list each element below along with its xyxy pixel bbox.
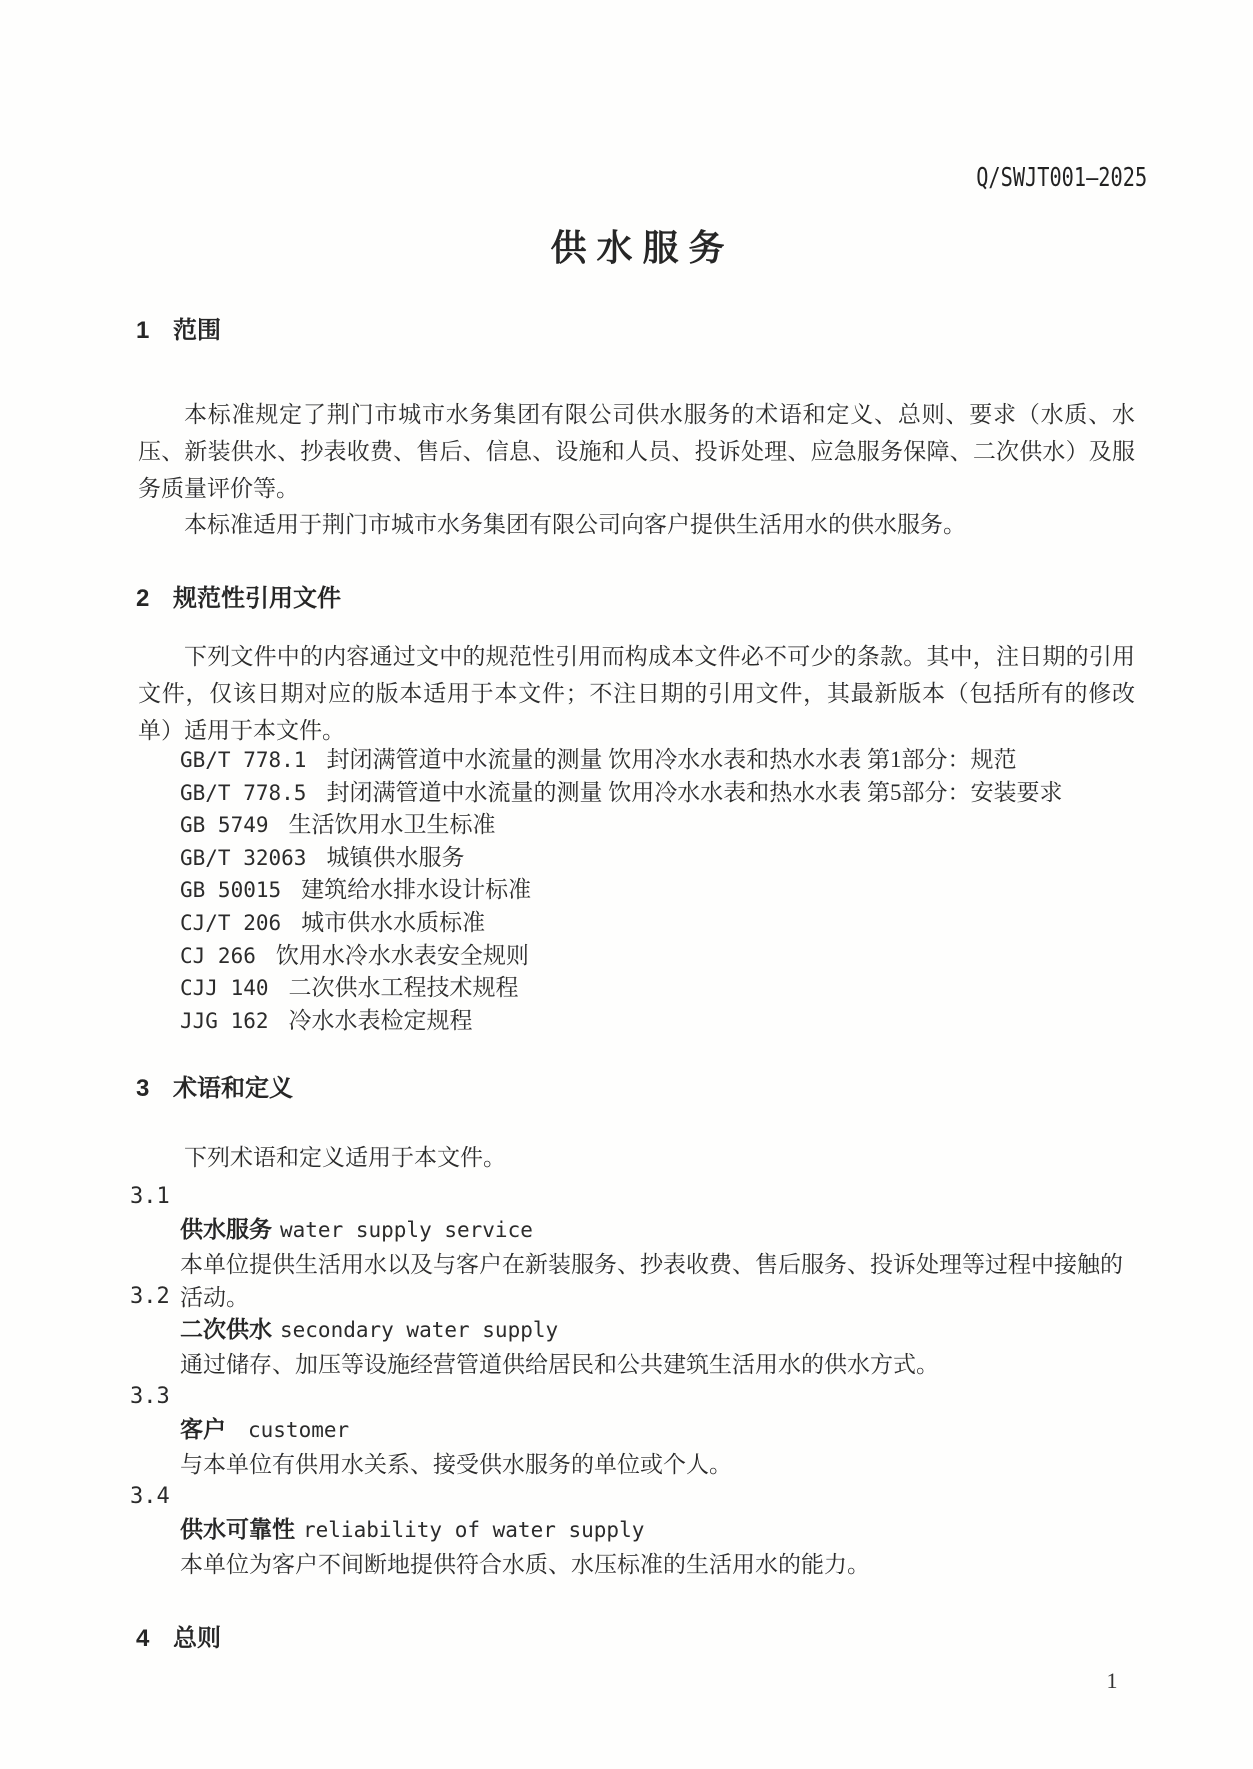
reference-item bbox=[180, 777, 1062, 810]
section-1-paragraph-1: 本标准规定了荆门市城市水务集团有限公司供水服务的术语和定义、总则、要求（水质、水压、新装供水、抄表收费、售后、信息、设施和人员、投诉处理、应急服务保障、二次供水）及服务质量评价等。 bbox=[138, 402, 1135, 501]
section-2-number: 2 bbox=[136, 585, 150, 612]
doc-title: 供水服务 bbox=[550, 227, 735, 268]
term-name-en: customer bbox=[248, 1418, 350, 1443]
section-1-heading bbox=[136, 310, 221, 345]
reference-item bbox=[180, 809, 1062, 842]
reference-item bbox=[180, 1005, 1062, 1038]
reference-title: 城市供水水质标准 bbox=[301, 909, 486, 935]
term-name-line bbox=[180, 1213, 1138, 1247]
reference-title: 建筑给水排水设计标准 bbox=[301, 877, 532, 903]
term-3-3 bbox=[130, 1380, 1138, 1481]
normative-references-list bbox=[180, 744, 1062, 1037]
term-definition: 本单位为客户不间断地提供符合水质、水压标准的生活用水的能力。 bbox=[180, 1551, 870, 1577]
reference-item bbox=[180, 874, 1062, 907]
section-3-intro: 下列术语和定义适用于本文件。 bbox=[184, 1145, 506, 1170]
reference-code: GB 50015 bbox=[180, 878, 282, 903]
reference-code: GB/T 778.5 bbox=[180, 780, 307, 805]
doc-standard-code: Q/SWJT001—2025 bbox=[976, 163, 1147, 193]
term-name-zh: 供水服务 bbox=[180, 1216, 272, 1243]
reference-title: 城镇供水服务 bbox=[326, 844, 465, 870]
reference-item bbox=[180, 842, 1062, 875]
reference-title: 饮用水冷水水表安全规则 bbox=[275, 942, 529, 968]
term-name-zh: 供水可靠性 bbox=[180, 1516, 295, 1543]
page-number: 1 bbox=[1106, 1668, 1118, 1693]
term-definition: 通过储存、加压等设施经营管道供给居民和公共建筑生活用水的供水方式。 bbox=[180, 1351, 939, 1377]
term-3-4 bbox=[130, 1480, 1138, 1581]
section-4-title: 总则 bbox=[173, 1625, 222, 1652]
section-2-heading bbox=[136, 578, 341, 613]
term-number: 3.2 bbox=[130, 1284, 170, 1309]
section-2-title: 规范性引用文件 bbox=[173, 585, 342, 612]
term-number: 3.1 bbox=[130, 1184, 170, 1209]
term-name-line bbox=[180, 1513, 1138, 1547]
term-name-line bbox=[180, 1413, 1138, 1447]
term-number: 3.4 bbox=[130, 1484, 170, 1509]
section-1-paragraph-2: 本标准适用于荆门市城市水务集团有限公司向客户提供生活用水的供水服务。 bbox=[184, 512, 966, 537]
section-4-heading bbox=[136, 1618, 221, 1653]
reference-code: CJ 266 bbox=[180, 943, 256, 968]
term-name-zh: 二次供水 bbox=[180, 1316, 272, 1343]
reference-code: CJ/T 206 bbox=[180, 910, 282, 935]
reference-title: 生活饮用水卫生标准 bbox=[288, 812, 496, 838]
term-name-en: water supply service bbox=[280, 1218, 533, 1243]
term-number: 3.3 bbox=[130, 1384, 170, 1409]
section-1-title: 范围 bbox=[173, 317, 222, 344]
reference-title: 冷水水表检定规程 bbox=[288, 1007, 473, 1033]
reference-code: JJG 162 bbox=[180, 1008, 269, 1033]
reference-title: 二次供水工程技术规程 bbox=[288, 975, 519, 1001]
term-name-en: secondary water supply bbox=[280, 1318, 559, 1343]
reference-title: 封闭满管道中水流量的测量 饮用冷水水表和热水水表 第1部分：规范 bbox=[326, 747, 1017, 772]
reference-item bbox=[180, 972, 1062, 1005]
reference-code: CJJ 140 bbox=[180, 976, 269, 1001]
section-2-paragraph-1: 下列文件中的内容通过文中的规范性引用而构成本文件必不可少的条款。其中，注日期的引用文件，仅该日期对应的版本适用于本文件；不注日期的引用文件，其最新版本（包括所有的修改单）适用于本文件。 bbox=[138, 644, 1135, 743]
reference-item bbox=[180, 940, 1062, 973]
reference-code: GB/T 778.1 bbox=[180, 748, 307, 772]
term-name-line bbox=[180, 1313, 1138, 1347]
section-3-number: 3 bbox=[136, 1075, 150, 1102]
term-name-zh: 客户 bbox=[180, 1416, 226, 1443]
term-definition: 与本单位有供用水关系、接受供水服务的单位或个人。 bbox=[180, 1451, 732, 1477]
reference-code: GB 5749 bbox=[180, 813, 269, 838]
reference-title: 封闭满管道中水流量的测量 饮用冷水水表和热水水表 第5部分：安装要求 bbox=[326, 779, 1063, 805]
section-3-title: 术语和定义 bbox=[173, 1075, 294, 1102]
reference-code: GB/T 32063 bbox=[180, 845, 307, 870]
reference-item bbox=[180, 744, 1062, 777]
section-1-number: 1 bbox=[136, 317, 150, 344]
term-name-en: reliability of water supply bbox=[303, 1518, 645, 1543]
term-definition: 本单位提供生活用水以及与客户在新装服务、抄表收费、售后服务、投诉处理等过程中接触的活动。 bbox=[180, 1251, 1123, 1311]
section-4-number: 4 bbox=[136, 1625, 150, 1652]
reference-item bbox=[180, 907, 1062, 940]
section-3-heading bbox=[136, 1068, 293, 1103]
term-3-2 bbox=[130, 1280, 1138, 1381]
